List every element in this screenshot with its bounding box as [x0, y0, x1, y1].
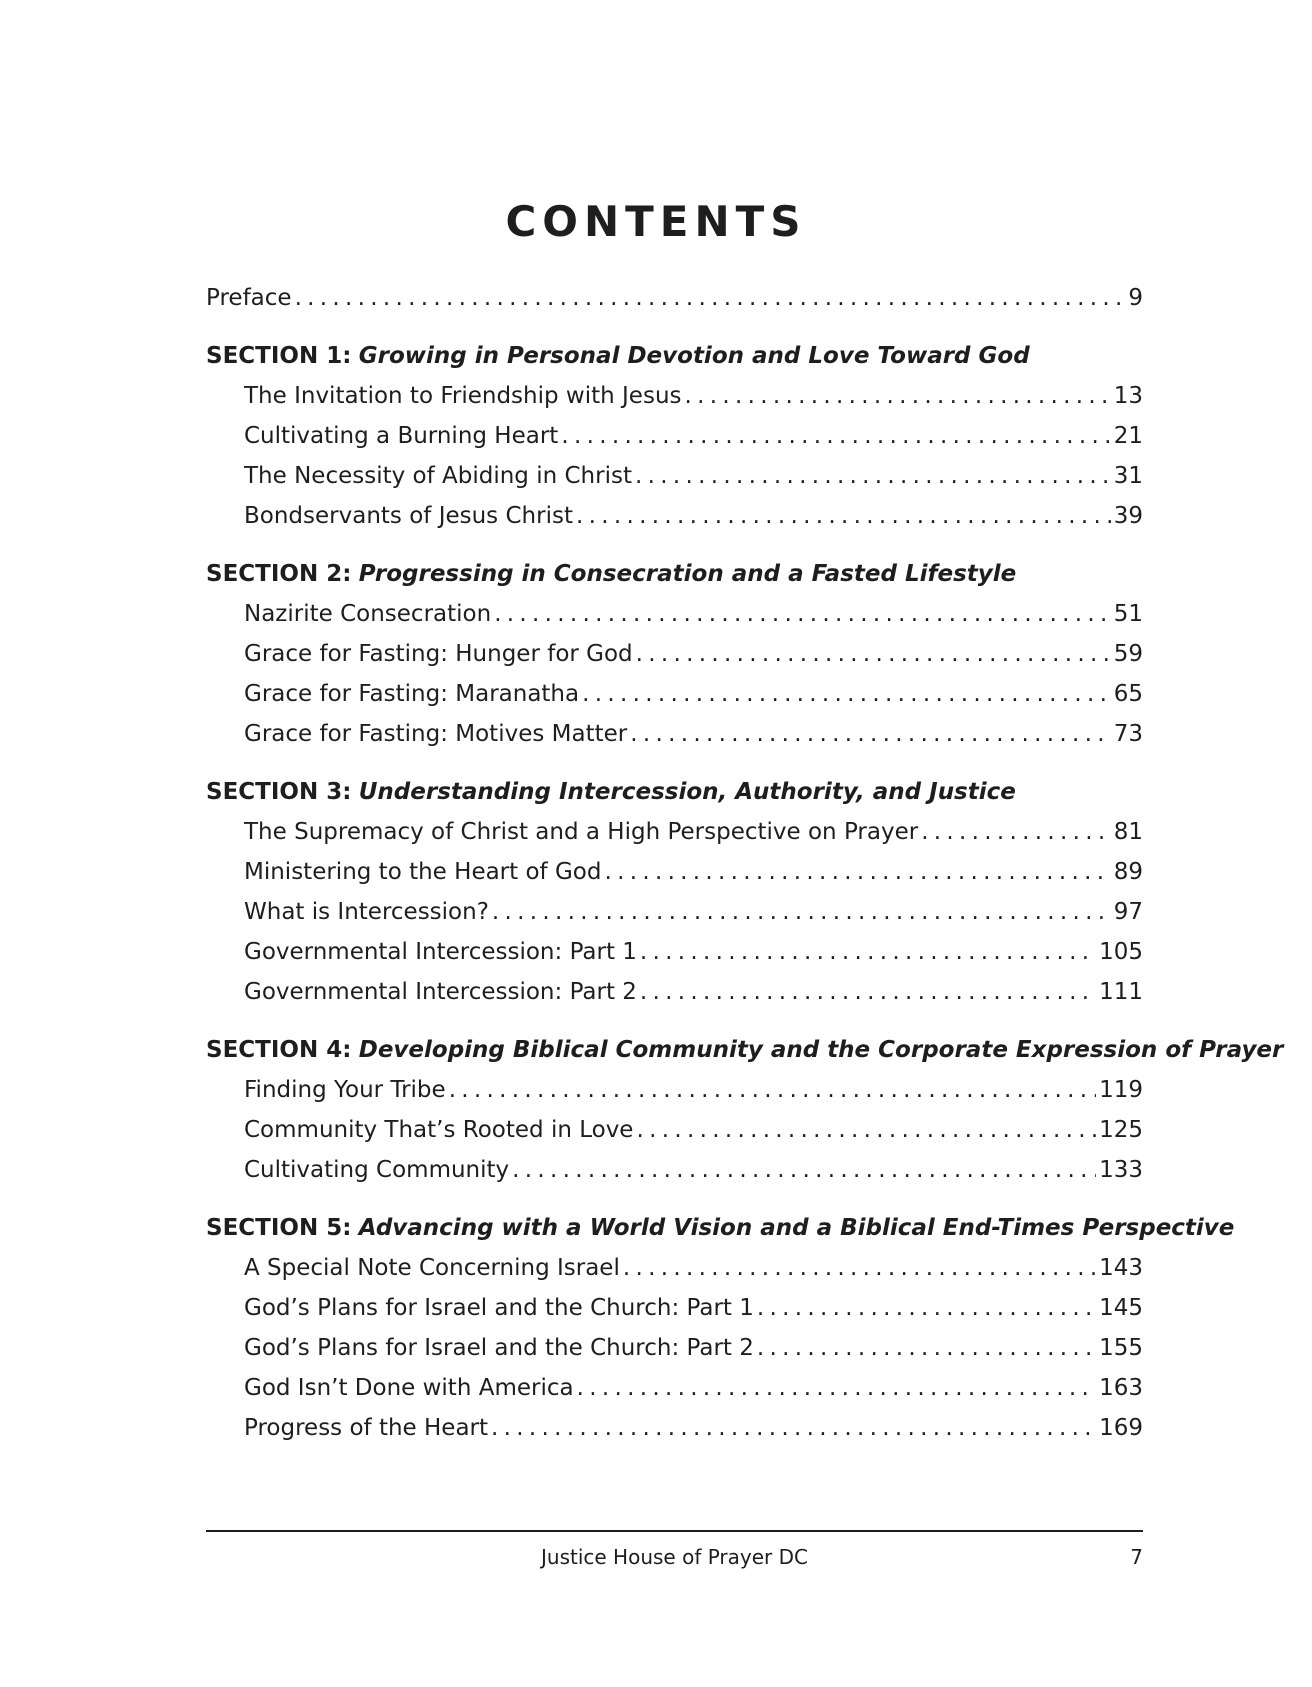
- page-title: CONTENTS: [505, 197, 807, 246]
- section-heading[interactable]: [206, 772, 1143, 812]
- section-label: SECTION 1:: [206, 343, 352, 369]
- section-heading[interactable]: [206, 1030, 1284, 1070]
- dot-leader: [604, 852, 1110, 892]
- toc-entry[interactable]: [206, 1288, 1143, 1328]
- toc-entry[interactable]: [206, 674, 1143, 714]
- toc-entry-label: Grace for Fasting: Maranatha: [244, 681, 580, 707]
- toc-entry-label: The Supremacy of Christ and a High Perspective on Prayer: [244, 819, 919, 845]
- dot-leader: [582, 674, 1111, 714]
- toc-entry-page: 81: [1113, 819, 1143, 845]
- toc-entry[interactable]: [206, 376, 1143, 416]
- section-heading[interactable]: [206, 1208, 1235, 1248]
- footer-divider: [206, 1530, 1143, 1532]
- toc-entry-page: 13: [1113, 383, 1143, 409]
- toc-entry[interactable]: [206, 892, 1143, 932]
- dot-leader: [635, 456, 1111, 496]
- section-label: SECTION 3:: [206, 779, 352, 805]
- toc-entry-page: 97: [1113, 899, 1143, 925]
- toc-entry-page: 169: [1099, 1415, 1143, 1441]
- toc-entry-label: God’s Plans for Israel and the Church: Part 1: [244, 1295, 754, 1321]
- toc-entry-page: 89: [1113, 859, 1143, 885]
- toc-entry-label: Preface: [206, 285, 292, 311]
- toc-entry-page: 133: [1099, 1157, 1143, 1183]
- toc-section-2: [206, 554, 1143, 754]
- dot-leader: [295, 278, 1126, 318]
- dot-leader: [636, 1110, 1096, 1150]
- dot-leader: [449, 1070, 1096, 1110]
- toc-entry[interactable]: [206, 456, 1143, 496]
- toc-entry-preface[interactable]: [206, 278, 1143, 318]
- dot-leader: [512, 1150, 1096, 1190]
- section-title: Developing Biblical Community and the Corporate Expression of Prayer: [358, 1037, 1284, 1063]
- toc-entry-label: Finding Your Tribe: [244, 1077, 446, 1103]
- dot-leader: [640, 932, 1096, 972]
- section-label: SECTION 2:: [206, 561, 352, 587]
- toc-entry[interactable]: [206, 972, 1143, 1012]
- toc-entry-label: What is Intercession?: [244, 899, 489, 925]
- toc-entry[interactable]: [206, 1110, 1143, 1150]
- footer-page-number: 7: [1130, 1545, 1143, 1569]
- toc-entry-page: 163: [1099, 1375, 1143, 1401]
- dot-leader: [577, 1368, 1097, 1408]
- toc-entry[interactable]: [206, 1328, 1143, 1368]
- toc-entry[interactable]: [206, 1150, 1143, 1190]
- toc-section-4: [206, 1030, 1284, 1190]
- section-heading[interactable]: [206, 554, 1143, 594]
- toc-entry-label: Progress of the Heart: [244, 1415, 489, 1441]
- toc-entry-label: Nazirite Consecration: [244, 601, 492, 627]
- section-title: Progressing in Consecration and a Fasted Lifestyle: [358, 561, 1017, 587]
- dot-leader: [636, 634, 1111, 674]
- toc-entry-page: 111: [1099, 979, 1143, 1005]
- toc-entry[interactable]: [206, 594, 1143, 634]
- toc-section-1: [206, 336, 1143, 536]
- toc-entry-label: Governmental Intercession: Part 2: [244, 979, 637, 1005]
- toc-entry[interactable]: [206, 1408, 1143, 1448]
- toc-entry-page: 21: [1113, 423, 1143, 449]
- toc-entry[interactable]: [206, 1368, 1143, 1408]
- toc-entry-label: Cultivating a Burning Heart: [244, 423, 559, 449]
- toc-entry[interactable]: [206, 496, 1143, 536]
- dot-leader: [630, 714, 1111, 754]
- toc-section-5: [206, 1208, 1235, 1448]
- toc-entry-page: 59: [1113, 641, 1143, 667]
- toc-entry-page: 155: [1099, 1335, 1143, 1361]
- dot-leader: [491, 1408, 1096, 1448]
- toc-entry[interactable]: [206, 416, 1143, 456]
- section-label: SECTION 5:: [206, 1215, 352, 1241]
- footer-title: Justice House of Prayer DC: [541, 1545, 808, 1569]
- toc-section-3: [206, 772, 1143, 1012]
- section-heading[interactable]: [206, 336, 1143, 376]
- toc-entry-label: God Isn’t Done with America: [244, 1375, 574, 1401]
- dot-leader: [576, 496, 1111, 536]
- toc-entry-page: 143: [1099, 1255, 1143, 1281]
- toc-entry-page: 119: [1099, 1077, 1143, 1103]
- toc-entry-page: 73: [1113, 721, 1143, 747]
- dot-leader: [494, 594, 1111, 634]
- toc-entry-page: 65: [1113, 681, 1143, 707]
- section-label: SECTION 4:: [206, 1037, 352, 1063]
- dot-leader: [921, 812, 1111, 852]
- toc-entry-page: 31: [1113, 463, 1143, 489]
- toc-entry[interactable]: [206, 852, 1143, 892]
- toc-entry-page: 105: [1099, 939, 1143, 965]
- dot-leader: [757, 1288, 1096, 1328]
- toc-entry-label: God’s Plans for Israel and the Church: Part 2: [244, 1335, 754, 1361]
- toc-entry-label: The Invitation to Friendship with Jesus: [244, 383, 682, 409]
- toc-entry-label: Grace for Fasting: Motives Matter: [244, 721, 628, 747]
- toc-entry-page: 51: [1113, 601, 1143, 627]
- dot-leader: [561, 416, 1110, 456]
- toc-entry-label: Governmental Intercession: Part 1: [244, 939, 637, 965]
- toc-entry-label: A Special Note Concerning Israel: [244, 1255, 620, 1281]
- toc-entry-page: 39: [1113, 503, 1143, 529]
- toc-entry-label: Ministering to the Heart of God: [244, 859, 602, 885]
- dot-leader: [492, 892, 1111, 932]
- toc-entry-page: 145: [1099, 1295, 1143, 1321]
- section-title: Growing in Personal Devotion and Love Toward God: [358, 343, 1030, 369]
- toc-entry-page: 125: [1099, 1117, 1143, 1143]
- toc-entry-label: Bondservants of Jesus Christ: [244, 503, 573, 529]
- toc-entry[interactable]: [206, 714, 1143, 754]
- dot-leader: [757, 1328, 1096, 1368]
- toc-entry-label: Cultivating Community: [244, 1157, 510, 1183]
- toc-entry[interactable]: [206, 932, 1143, 972]
- section-title: Understanding Intercession, Authority, and Justice: [358, 779, 1016, 805]
- toc-entry-label: Community That’s Rooted in Love: [244, 1117, 634, 1143]
- toc-entry-page: 9: [1128, 285, 1143, 311]
- dot-leader: [640, 972, 1096, 1012]
- toc-entry-label: The Necessity of Abiding in Christ: [244, 463, 632, 489]
- toc-entry-label: Grace for Fasting: Hunger for God: [244, 641, 633, 667]
- toc-entry[interactable]: [206, 812, 1143, 852]
- section-title: Advancing with a World Vision and a Biblical End-Times Perspective: [358, 1215, 1235, 1241]
- toc-entry[interactable]: [206, 1248, 1143, 1288]
- table-of-contents: [206, 278, 1284, 1448]
- toc-entry[interactable]: [206, 634, 1143, 674]
- toc-entry[interactable]: [206, 1070, 1143, 1110]
- dot-leader: [623, 1248, 1096, 1288]
- dot-leader: [685, 376, 1111, 416]
